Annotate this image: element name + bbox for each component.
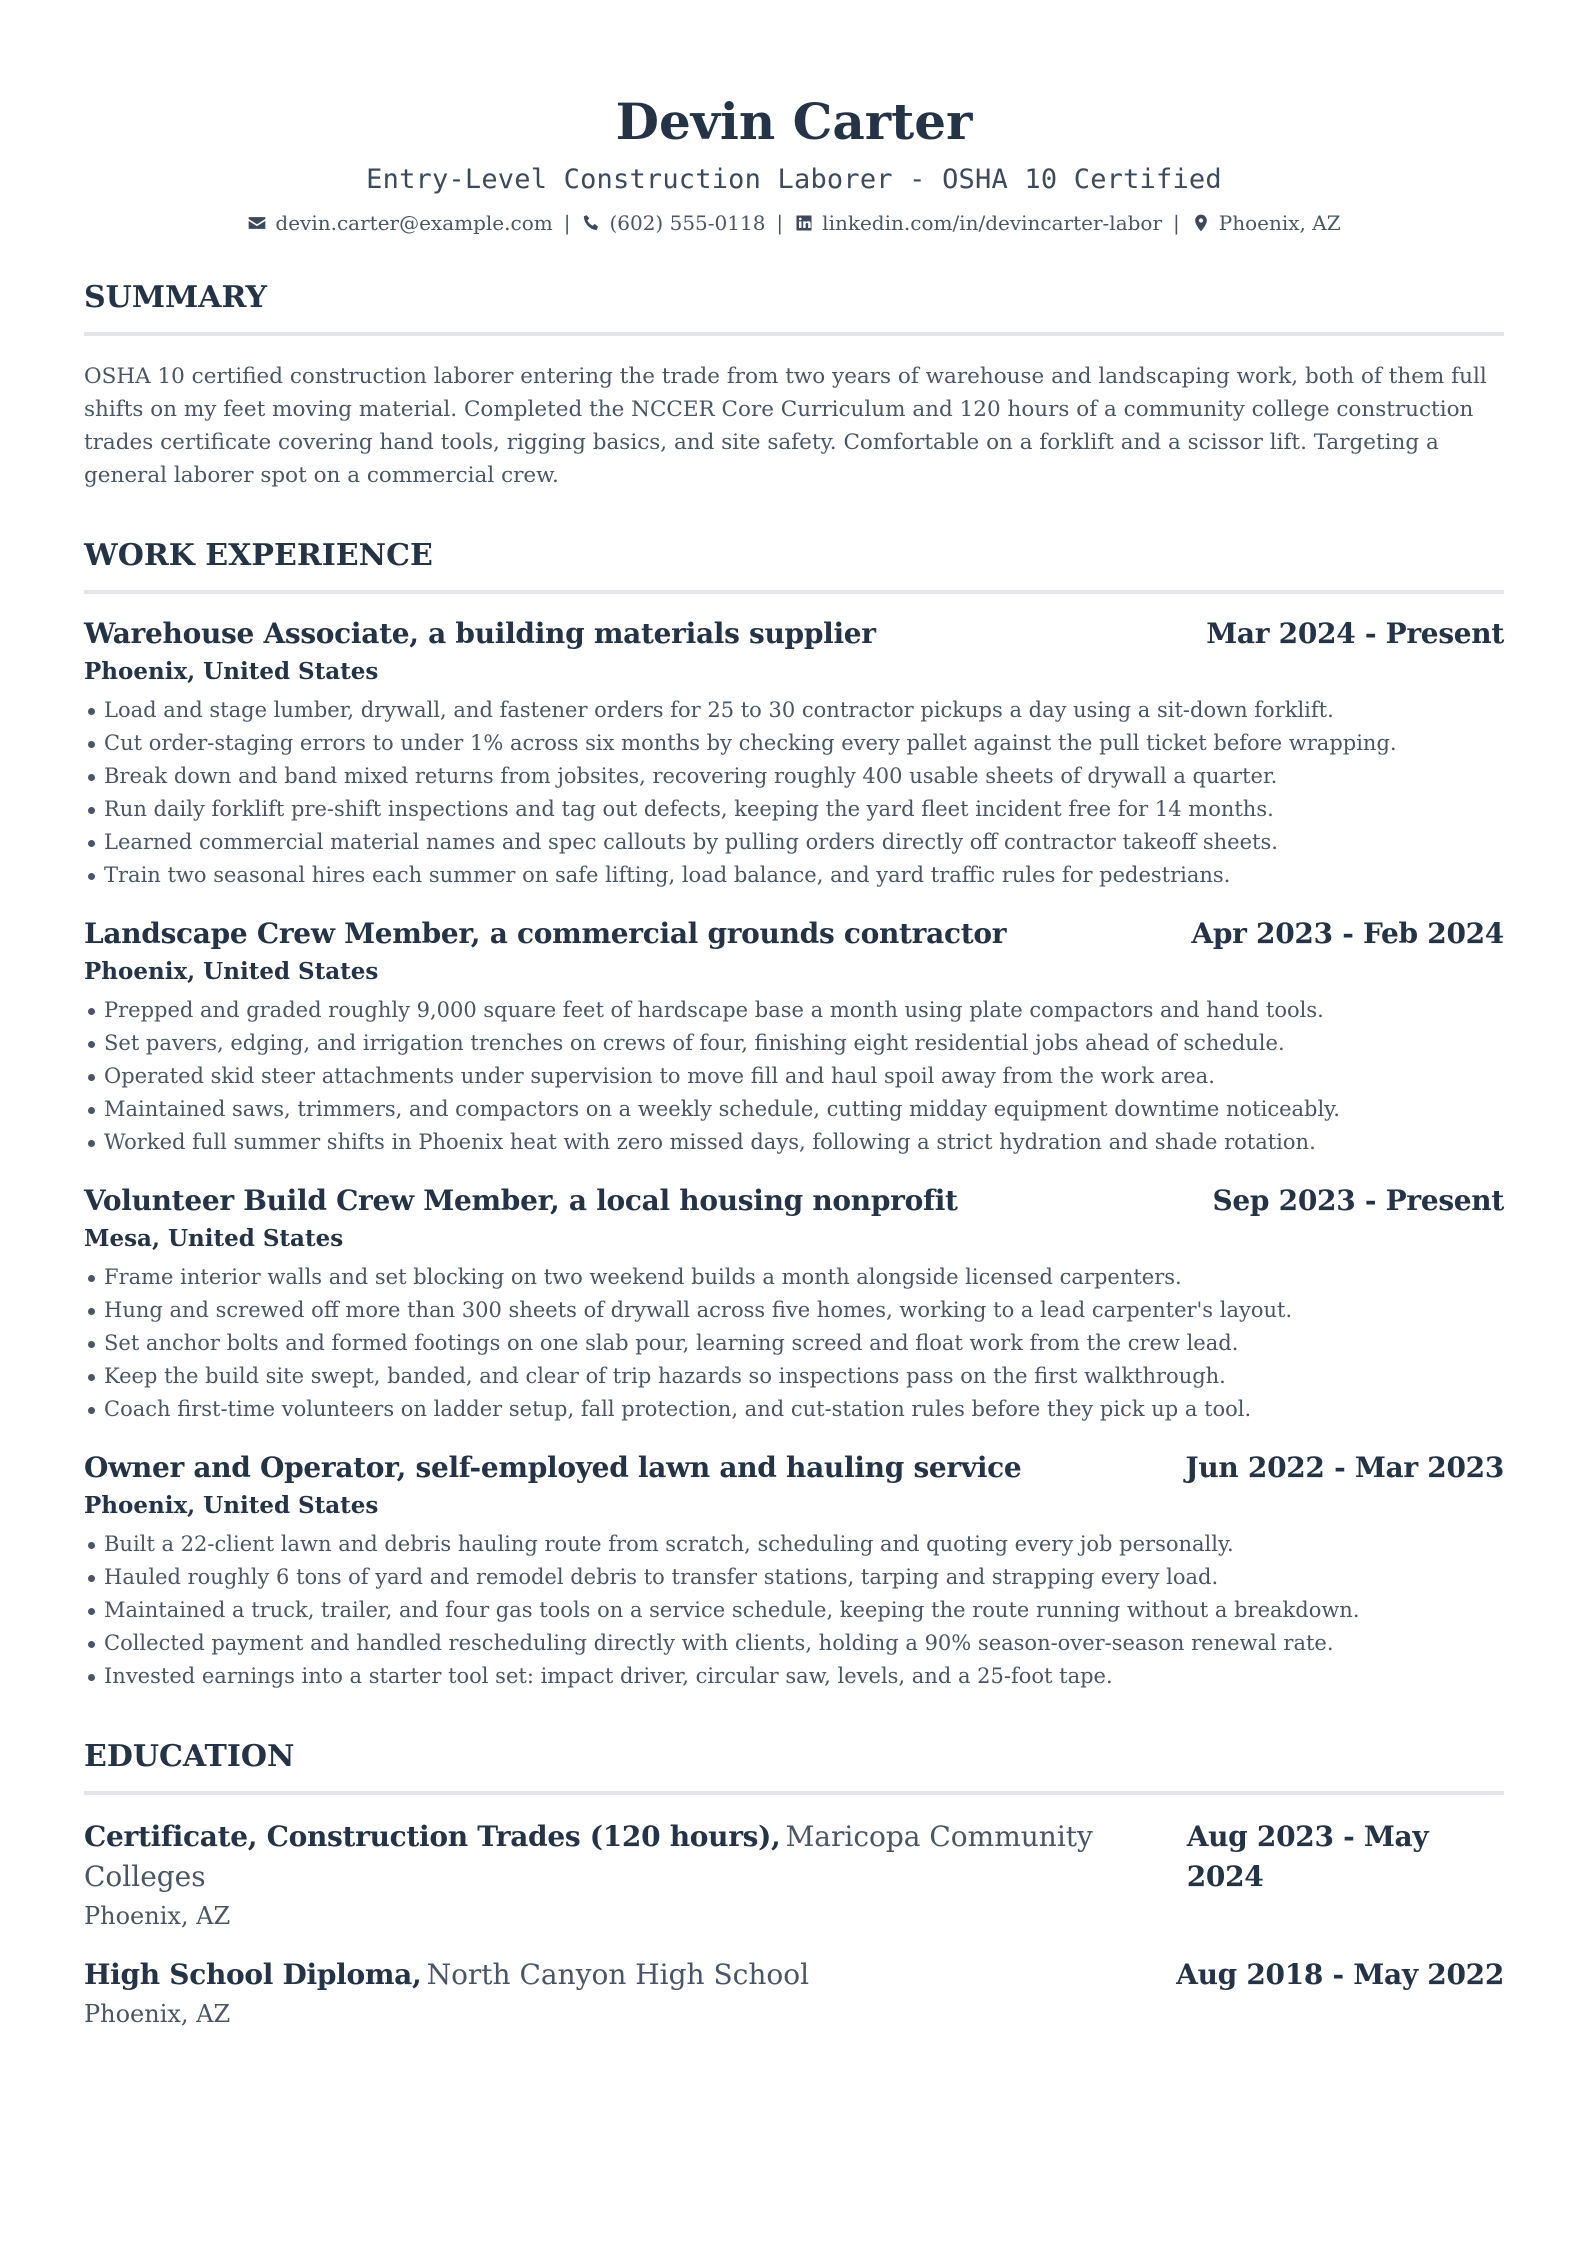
job-bullets bbox=[84, 994, 1504, 1159]
education-school: North Canyon High School bbox=[426, 1958, 810, 1991]
linkedin-text: linkedin.com/in/devincarter-labor bbox=[822, 211, 1163, 235]
job-entry bbox=[84, 1448, 1504, 1693]
contact-phone[interactable] bbox=[581, 206, 765, 240]
education-dates: Aug 2023 - May 2024 bbox=[1186, 1820, 1429, 1893]
candidate-headline: Entry-Level Construction Laborer - OSHA 10 Certified bbox=[366, 164, 1222, 195]
job-dates: Apr 2023 - Feb 2024 bbox=[1191, 917, 1504, 950]
education-degree: Certificate, Construction Trades (120 hours), bbox=[84, 1820, 781, 1853]
education-school: Maricopa Community Colleges bbox=[84, 1820, 1093, 1893]
job-bullet: Coach first-time volunteers on ladder setup, fall protection, and cut-station rules before they pick up a tool. bbox=[84, 1393, 1504, 1426]
job-bullet: Built a 22-client lawn and debris hauling route from scratch, scheduling and quoting every job personally. bbox=[84, 1528, 1504, 1561]
location-text: Phoenix, AZ bbox=[1218, 211, 1341, 235]
job-bullet: Frame interior walls and set blocking on two weekend builds a month alongside licensed carpenters. bbox=[84, 1261, 1504, 1294]
job-location: Phoenix, United States bbox=[84, 958, 379, 985]
envelope-icon bbox=[247, 213, 267, 233]
job-bullet: Learned commercial material names and spec callouts by pulling orders directly off contractor takeoff sheets. bbox=[84, 826, 1504, 859]
map-pin-icon bbox=[1191, 213, 1211, 233]
job-bullet: Train two seasonal hires each summer on safe lifting, load balance, and yard traffic rules for pedestrians. bbox=[84, 859, 1504, 892]
job-title: Warehouse Associate, a building materials supplier bbox=[84, 617, 876, 650]
job-bullet: Collected payment and handled rescheduling directly with clients, holding a 90% season-over-season renewal rate. bbox=[84, 1627, 1504, 1660]
summary-section bbox=[84, 276, 1504, 492]
job-title: Landscape Crew Member, a commercial grounds contractor bbox=[84, 917, 1007, 950]
job-bullet: Hung and screwed off more than 300 sheets of drywall across five homes, working to a lead carpenter's layout. bbox=[84, 1294, 1504, 1327]
education-degree: High School Diploma, bbox=[84, 1958, 422, 1991]
contact-separator: | bbox=[1173, 211, 1180, 235]
phone-icon bbox=[581, 213, 601, 233]
section-title-summary: SUMMARY bbox=[84, 276, 1504, 336]
contact-linkedin[interactable] bbox=[794, 206, 1162, 240]
contact-location bbox=[1191, 206, 1341, 240]
education-dates: Aug 2018 - May 2022 bbox=[1176, 1958, 1504, 1991]
job-bullet: Prepped and graded roughly 9,000 square feet of hardscape base a month using plate compactors and hand tools. bbox=[84, 994, 1504, 1027]
job-entry bbox=[84, 1181, 1504, 1426]
summary-text: OSHA 10 certified construction laborer entering the trade from two years of warehouse and landscaping work, both of them full shifts on my feet moving material. Completed the NCCER Core Curriculum and 120 hours of a community college construction trades certificate covering hand tools, rigging basics, and site safety. Comfortable on a forklift and a scissor lift. Targeting a general laborer spot on a commercial crew. bbox=[84, 364, 1487, 488]
contact-email[interactable] bbox=[247, 206, 552, 240]
contact-separator: | bbox=[776, 211, 784, 235]
job-bullets bbox=[84, 694, 1504, 892]
job-location: Phoenix, United States bbox=[84, 658, 379, 685]
phone-text: (602) 555-0118 bbox=[609, 211, 766, 235]
section-title-education: EDUCATION bbox=[84, 1735, 1504, 1795]
job-bullet: Cut order-staging errors to under 1% across six months by checking every pallet against the pull ticket before wrapping. bbox=[84, 727, 1504, 760]
education-entry bbox=[84, 1955, 1504, 2033]
job-bullet: Invested earnings into a starter tool set: impact driver, circular saw, levels, and a 25-foot tape. bbox=[84, 1660, 1504, 1693]
job-bullet: Run daily forklift pre-shift inspections and tag out defects, keeping the yard fleet incident free for 14 months. bbox=[84, 793, 1504, 826]
section-title-work-experience: WORK EXPERIENCE bbox=[84, 534, 1504, 594]
email-text: devin.carter@example.com bbox=[275, 211, 553, 235]
job-dates: Mar 2024 - Present bbox=[1206, 617, 1504, 650]
job-bullet: Hauled roughly 6 tons of yard and remodel debris to transfer stations, tarping and strapping every load. bbox=[84, 1561, 1504, 1594]
education-location: Phoenix, AZ bbox=[84, 2000, 231, 2028]
job-bullet: Keep the build site swept, banded, and clear of trip hazards so inspections pass on the first walkthrough. bbox=[84, 1360, 1504, 1393]
job-location: Mesa, United States bbox=[84, 1225, 344, 1252]
job-bullet: Maintained a truck, trailer, and four gas tools on a service schedule, keeping the route running without a breakdown. bbox=[84, 1594, 1504, 1627]
job-bullet: Set pavers, edging, and irrigation trenches on crews of four, finishing eight residential jobs ahead of schedule. bbox=[84, 1027, 1504, 1060]
contact-bar bbox=[84, 206, 1504, 240]
education-entry bbox=[84, 1817, 1504, 1935]
job-dates: Sep 2023 - Present bbox=[1212, 1184, 1504, 1217]
contact-separator: | bbox=[563, 211, 571, 235]
job-entry bbox=[84, 614, 1504, 892]
education-section bbox=[84, 1735, 1504, 2033]
education-location: Phoenix, AZ bbox=[84, 1902, 231, 1930]
candidate-name: Devin Carter bbox=[615, 92, 973, 151]
job-bullets bbox=[84, 1528, 1504, 1693]
job-bullet: Operated skid steer attachments under supervision to move fill and haul spoil away from the work area. bbox=[84, 1060, 1504, 1093]
work-experience-section bbox=[84, 534, 1504, 1693]
job-title: Owner and Operator, self-employed lawn and hauling service bbox=[84, 1451, 1022, 1484]
resume-header bbox=[84, 88, 1504, 240]
job-dates: Jun 2022 - Mar 2023 bbox=[1185, 1451, 1504, 1484]
job-bullets bbox=[84, 1261, 1504, 1426]
job-location: Phoenix, United States bbox=[84, 1492, 379, 1519]
job-bullet: Load and stage lumber, drywall, and fastener orders for 25 to 30 contractor pickups a day using a sit-down forklift. bbox=[84, 694, 1504, 727]
job-bullet: Worked full summer shifts in Phoenix heat with zero missed days, following a strict hydration and shade rotation. bbox=[84, 1126, 1504, 1159]
job-title: Volunteer Build Crew Member, a local housing nonprofit bbox=[84, 1184, 958, 1217]
job-bullet: Maintained saws, trimmers, and compactors on a weekly schedule, cutting midday equipment downtime noticeably. bbox=[84, 1093, 1504, 1126]
linkedin-icon bbox=[794, 213, 814, 233]
job-bullet: Break down and band mixed returns from jobsites, recovering roughly 400 usable sheets of drywall a quarter. bbox=[84, 760, 1504, 793]
job-entry bbox=[84, 914, 1504, 1159]
job-bullet: Set anchor bolts and formed footings on one slab pour, learning screed and float work from the crew lead. bbox=[84, 1327, 1504, 1360]
